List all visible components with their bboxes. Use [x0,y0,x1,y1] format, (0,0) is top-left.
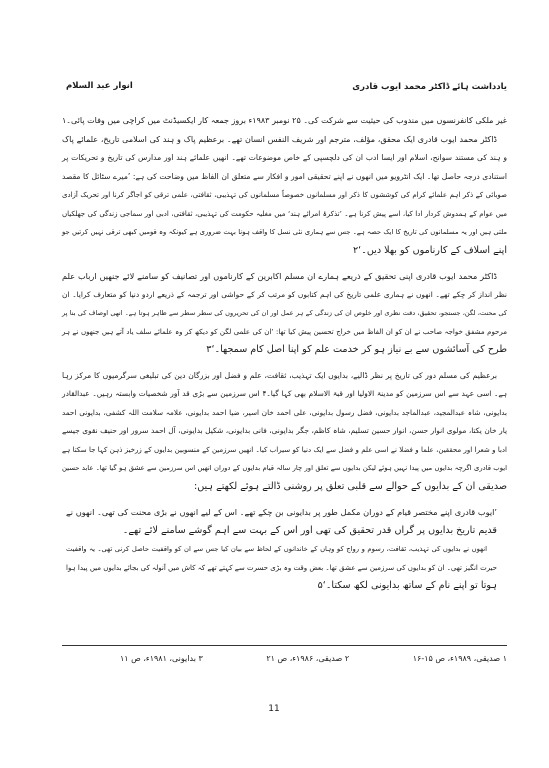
text-line: برعظیم کی مسلم دور کی تاریخ پر نظر ڈالیے، بدایوں ایک تہذیب، ثقافت، علم و فضل اور بزرگان دین کی تبلیغی سرگرمیوں کا مرکز رہا [62,370,497,380]
text-line: کی محنت، لگن، جستجو، تحقیق، دقت نظری اور خلوص ان کی زندگی کے ہر عمل اور ان کی تحریروں کی سطر سطر سے ظاہر ہوتا ہے۔ انھی اوصاف کی بنا پر [62,309,507,317]
block-quote [66,503,497,596]
footnote-1: ۱ صدیقی، ۱۹۸۹ء، ص ۱۵-۱۶ [412,654,507,663]
quote-line: قدیم تاریخ بدایوں پر گراں قدر تحقیق کی تھی اور اس کے بہت سے اہم گوشے سامنے لائے تھے۔ [122,524,497,536]
text-line: ادبا و شعرا اور محققین، علما و فضلا نے اسی علم و فضل سے ایک دنیا کو سیراب کیا۔ انھیں سرزمین کے منسوبین بدایوں کے زرخیز ذہن کہا جا سکتا ہے [62,445,507,454]
text-line: طرح کی آسائشوں سے بے نیاز ہو کر خدمت علم کو اپنا اصل کام سمجھا۔‘۳ [206,344,507,355]
paragraph-3 [62,367,507,497]
paragraph-1 [62,112,507,260]
text-line: ڈاکٹر محمد ایوب قادری اپنی تحقیق کے ذریعے ہمارے ان مسلم اکابرین کے کارناموں اور تصانیف کو سامنے لائے جنھیں ارباب علم [62,271,497,281]
quote-line: حیرت انگیز تھی۔ ان کو بدایوں کی سرزمین سے عشق تھا۔ بعض وقت وہ بڑی حسرت سے کہتے تھے کہ کاش میں آنولہ کی بجائے بدایوں میں پیدا ہوا [66,563,497,572]
quote-line: انھوں نے بدایوں کی تہذیب، ثقافت، رسوم و رواج کو وہاں کے خاندانوں کے لحاظ سے بیان کیا جس سے ان کو واقفیت حاصل کرنی تھی۔ یہ واقفیت [66,545,487,553]
text-line: صدیقی ان کے بدایوں کے حوالے سے قلبی تعلق پر روشنی ڈالتے ہوئے لکھتے ہیں: [193,480,507,492]
text-line: استنادی درجہ حاصل تھا۔ ایک انٹرویو میں انھوں نے اپنے تحقیقی امور و افکار سے متعلق ان الفاظ میں وضاحت کی ہے: ’میرے سٹائل کا مقصد [62,171,507,181]
text-line: ایوب قادری اگرچہ بدایوں میں پیدا نہیں ہوئے لیکن بدایوں سے تعلق اور چار سالہ قیام بدایوں کے دوران انھیں اس سرزمین سے عشق ہو گیا تھا۔ عابد حسین [62,464,507,472]
text-line: اپنے اسلاف کے کارناموں کو بھلا دیں۔‘۲ [353,244,507,256]
text-line: ڈاکٹر محمد ایوب قادری ایک محقق، مؤلف، مترجم اور شریف النفس انسان تھے۔ برعظیم پاک و ہند کی اسلامی تاریخ، علمائے پاک [62,134,497,144]
page-number: 11 [268,704,280,714]
footnotes [120,652,507,666]
running-header [66,78,507,94]
text-line: و ہند کی مستند سوانح، اسلام اور ایسا ادب ان کی دلچسپی کے خاص موضوعات تھے۔ انھیں علمائے ہند اور مدارس کی تاریخ و تحریکات پر [62,153,507,162]
footnote-divider [62,645,507,646]
text-line: ملتی ہیں اور یہ مسلمانوں کی تاریخ کا ایک حصہ ہے۔ جس سے ہماری نئی نسل کا واقف ہونا بہت ضروری ہے کیونکہ وہ قومیں کبھی ترقی نہیں کرتیں جو [62,228,507,236]
quote-line: ’ایوب قادری اپنے مختصر قیام کے دوران مکمل طور پر بدایونی بن چکے تھے۔ اس کے لیے انھوں نے بڑی محنت کی تھی۔ انھوں نے [66,507,497,517]
footnote-3: ۳ بدایونی، ۱۹۸۱ء، ص ۱۱ [120,654,203,663]
header-title: یادداشت ہائے ڈاکٹر محمد ایوب قادری [352,81,507,92]
text-line: نظر انداز کر چکے تھے۔ انھوں نے ہماری علمی تاریخ کی اہم کتابوں کو مرتب کر کے حواشی اور ترجمہ کے ذریعے اردو دنیا کو متعارف کرایا۔ ان [62,289,507,299]
text-line: غیر ملکی کانفرنسوں میں مندوب کی حیثیت سے شرکت کی۔ ۲۵ نومبر ۱۹۸۳ء بروز جمعہ کار ایکسیڈنٹ میں کراچی میں وفات پائی۔۱ [62,116,507,125]
text-line: بدایونی، شاہ عبدالمجید، عبدالماجد بدایونی، فضل رسول بدایونی، علی احمد خان اسیر، ضیا احمد بدایونی، علامہ سلامت اللہ کشفی، بدایونی احمد [62,407,507,417]
text-line: مرحوم مشفق خواجہ صاحب نے ان کو ان الفاظ میں خراج تحسین پیش کیا تھا: ’ان کی علمی لگن کو دیکھ کر وہ علمائے سلف یاد آتے ہیں جنھوں نے ہر [62,327,507,336]
text-line: صوبائی کے ذکر اہم علمائے کرام کی کوششوں کا ذکر اور مسلمانوں خصوصاً مسلمانوں کی تہذیبی، ثقافتی، علمی ترقی کو اجاگر کرنا اور تحریک آزادی [62,191,507,199]
header-author: انوار عبد السلام [66,81,133,91]
paragraph-2 [62,267,507,360]
body-text [62,112,507,596]
footnote-2: ۲ صدیقی، ۱۹۸۶ء، ص ۲۱ [266,654,350,663]
text-line: یار خان یکتا، مولوی انوار حسن، انوار حسین تسلیم، شاہ کاظم، جگر بدایونی، فانی بدایونی، شکیل بدایونی، آل احمد سرور اور حنیف نقوی جیسے [62,426,507,435]
quote-line: ہوتا تو اپنے نام کے ساتھ بدایونی لکھ سکتا۔‘۵ [317,580,497,591]
text-line: میں عوام کے ہمدوش کردار ادا کیا، اسے پیش کرنا ہے۔ ’تذکرۂ امرائے ہند‘ میں مغلیہ حکومت کی تہذیبی، ثقافتی، ادبی اور سماجی زندگی کی جھلکیاں [62,209,507,218]
text-line: ہے۔ اسی عہد سے اس سرزمین کو مدینۃ الاولیا اور قبۃ الاسلام بھی کہا گیا۔۴ اس سرزمین سے بڑی قد آور شخصیات وابستہ رہیں۔ عبدالقادر [62,389,507,398]
